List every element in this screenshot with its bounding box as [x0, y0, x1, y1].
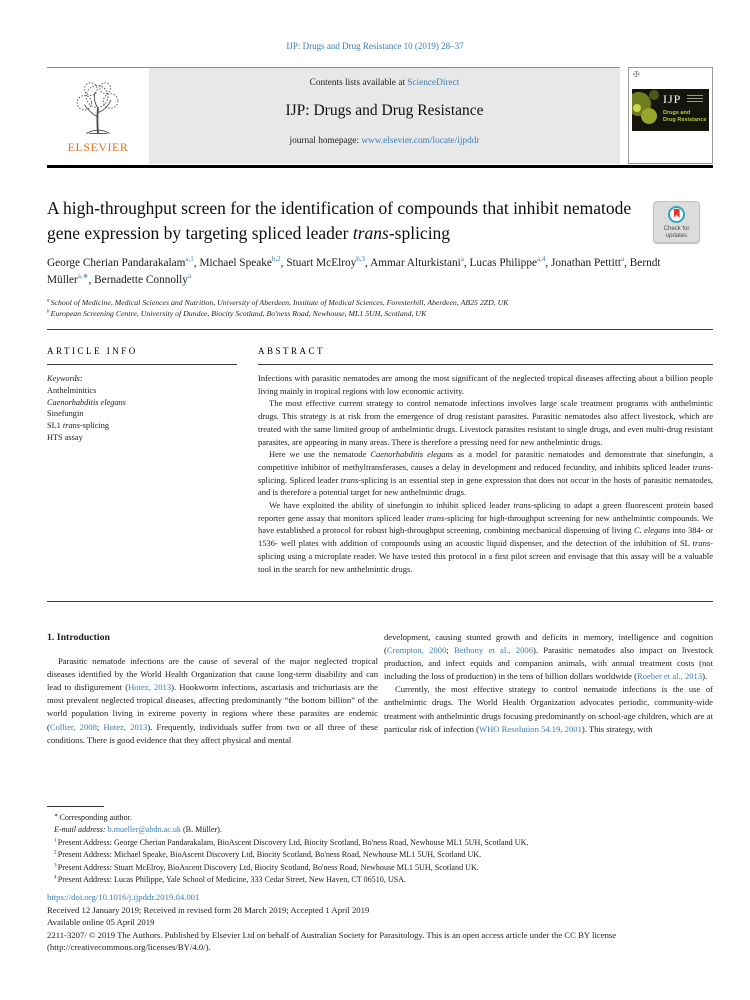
text-link[interactable]: Hotez, 2013	[128, 682, 172, 693]
text-segment: 2	[54, 850, 58, 856]
article-title	[47, 196, 647, 245]
footnotes	[47, 812, 713, 886]
text-segment: Stuart McElroy	[286, 257, 357, 269]
text-link[interactable]: b,2	[271, 255, 281, 264]
cover-banner	[632, 89, 709, 131]
text-segment: Anthelminitics	[47, 385, 97, 395]
text-segment: ,	[193, 257, 200, 269]
body-left-column	[47, 631, 378, 747]
text-segment: ,	[463, 257, 470, 269]
text-segment: ,	[624, 257, 630, 269]
footnote-present-address	[47, 874, 713, 886]
text-segment: into 384- or 1536- well plates with addition of compounds using an acoustic liquid dispenser, and the detection of the inhibition of SL	[258, 525, 714, 549]
keyword-item	[47, 432, 232, 444]
text-link[interactable]: Collier, 2008	[49, 721, 97, 732]
text-link[interactable]: WHO Resolution 54.19, 2001	[478, 723, 582, 734]
text-segment: trans	[513, 500, 531, 511]
journal-citation[interactable]: IJP: Drugs and Drug Resistance 10 (2019) 28–37	[286, 41, 464, 51]
text-link[interactable]: a,∗	[77, 271, 89, 280]
text-segment: ,	[365, 257, 371, 269]
text-segment: ,	[280, 257, 287, 269]
text-segment: Caenorhabditis elegans	[47, 397, 126, 407]
text-segment: Currently, the most effective strategy to control nematode infections is the use of anthelmintic drugs. The World Health Organization advocates periodic, community-wide treatment with anthelmintic drugs focusing predominantly on school-age children, which are at particular risk of infection (	[384, 684, 713, 734]
cover-circle-decor	[633, 104, 641, 112]
text-segment: 4	[54, 875, 58, 881]
elsevier-wordmark: ELSEVIER	[67, 140, 129, 154]
text-segment: Caenorhabditis elegans	[370, 449, 454, 460]
body-paragraph	[384, 683, 713, 735]
text-segment: Ammar Alturkistani	[370, 257, 461, 269]
journal-title: IJP: Drugs and Drug Resistance	[285, 102, 484, 119]
check-updates-label: Check for updates	[663, 226, 690, 239]
text-segment: Infections with parasitic nematodes are among the most significant of the neglected tropical diseases affecting about a billion people living mainly in tropical regions with low economic activity.	[258, 373, 713, 396]
sciencedirect-link[interactable]: ScienceDirect	[407, 78, 460, 88]
text-link[interactable]: a,4	[537, 255, 546, 264]
text-segment: Present Address: Michael Speake, BioAscent Discovery Ltd, Biocity Scotland, Bo'ness Road, Newhouse ML1 5UH, Scotland UK.	[57, 850, 482, 860]
section-rule-top	[47, 329, 713, 330]
text-segment: -splicing is an essential step in gene expression that does not occur in the hosts of parasitic nematodes, and is therefore a potential target for new anthelmintic drugs.	[258, 474, 714, 498]
body-paragraph	[384, 631, 713, 683]
text-link[interactable]: Roeber et al., 2013	[637, 671, 703, 682]
text-segment: Michael Speake	[199, 257, 272, 269]
footnote-present-address	[47, 837, 713, 849]
bookmark-icon	[674, 209, 680, 218]
abstract-text	[258, 372, 713, 575]
text-segment: ;	[96, 721, 104, 732]
text-segment: Present Address: Stuart McElroy, BioAscent Discovery Ltd, Biocity Scotland, Bo'ness Road, Newhouse ML1 5UH, Scotland UK.	[57, 862, 479, 872]
text-segment: b	[47, 308, 51, 314]
keyword-item	[47, 385, 232, 397]
homepage-line	[149, 136, 620, 146]
text-segment: We have exploited the ability of sinefungin to inhibit spliced leader	[269, 500, 514, 511]
keywords-label	[47, 373, 232, 385]
text-link[interactable]: a	[460, 255, 464, 264]
text-segment: ∗	[54, 813, 60, 819]
journal-cover-thumbnail	[628, 67, 713, 164]
copyright-line: 2211-3207/ © 2019 The Authors. Published by Elsevier Ltd on behalf of Australian Society for Parasitology. This is an open access article under the CC BY license (http://creativecommons.org/licenses/BY/4.0/).	[47, 930, 617, 953]
footnote-rule	[47, 806, 104, 807]
text-link[interactable]: a	[187, 271, 192, 280]
text-segment: Keywords:	[47, 374, 83, 383]
text-segment: Jonathan Pettitt	[551, 257, 621, 269]
body-paragraph	[47, 655, 378, 747]
article-info-header: ARTICLE INFO	[47, 346, 138, 356]
section-heading: 1. Introduction	[47, 632, 110, 643]
text-segment: ). Frequently, individuals suffer from two or all three of these conditions. There is good evidence that they affect physical and mental	[47, 721, 378, 745]
affiliation-b	[47, 309, 687, 320]
text-segment: as a model for parasitic nematodes and demonstrate that sinefungin, a competitive inhibitor of methyltransferases, causes a delay in development and reduced fecundity, and inhibits spliced leader	[258, 449, 713, 472]
keyword-item	[47, 408, 232, 420]
text-segment: Berndt Müller	[47, 257, 661, 286]
available-online: Available online 05 April 2019	[47, 917, 155, 927]
masthead	[47, 67, 620, 164]
text-segment: ). This strategy, with	[581, 723, 653, 734]
text-segment: ).	[702, 671, 708, 682]
text-segment: ;	[446, 645, 455, 656]
journal-banner	[149, 68, 620, 164]
text-segment: 3	[54, 862, 58, 868]
footnote-email	[47, 824, 713, 836]
text-link[interactable]: a	[621, 255, 625, 264]
cover-journal-initials: IJP	[663, 92, 682, 106]
homepage-link[interactable]: www.elsevier.com/locate/ijpddr	[361, 136, 480, 146]
masthead-rule	[47, 165, 713, 168]
text-segment: trans	[62, 421, 80, 431]
homepage-text: journal homepage:	[289, 136, 362, 146]
text-segment: Lucas Philippe	[469, 257, 537, 269]
text-link[interactable]: b.mueller@abdn.ac.uk	[107, 825, 181, 835]
affiliation-a	[47, 298, 687, 309]
text-segment: -splicing. Spliced leader	[258, 461, 713, 485]
text-link[interactable]: b,3	[356, 255, 366, 264]
text-segment: ). Parasitic nematodes also impact on livestock production, and infect equids and companion animals, with annual treatment costs (not including the loss of production) in the tens of billion dollars worldwide (	[384, 645, 714, 682]
text-link[interactable]: Crompton, 2000	[386, 645, 447, 656]
text-segment: ,	[88, 273, 95, 286]
abstract-paragraph	[258, 448, 713, 499]
text-segment: development, causing stunted growth and deficits in memory, intelligence and cognition (	[384, 632, 713, 656]
text-segment: Here we use the nematode	[269, 449, 371, 460]
cover-journal-subtitle: Drugs and Drug Resistance	[663, 110, 707, 123]
abstract-paragraph	[258, 372, 713, 397]
text-segment: Present Address: Lucas Philippe, Yale School of Medicine, 333 Cedar Street, New Haven, CT 06510, USA.	[57, 875, 407, 885]
abstract-paragraph	[258, 499, 713, 575]
check-for-updates-badge[interactable]	[653, 201, 700, 243]
keywords-block	[47, 373, 232, 444]
section-rule-bottom	[47, 601, 713, 602]
text-segment: HTS assay	[47, 432, 83, 442]
text-segment: European Screening Centre, University of Dundee, Biocity Scotland, Bo'ness Road, Newhouse, ML1 5UH, Scotland, UK	[50, 308, 427, 318]
text-segment: -splicing for high-throughput screening for new anthelmintic compounds. We have established a protocol for robust high-throughput screening, combining mechanical dispensing of living	[258, 512, 713, 536]
text-segment: Bernadette Connolly	[94, 273, 188, 286]
contents-text: Contents lists available at	[309, 78, 408, 88]
text-segment: trans	[692, 538, 711, 549]
text-link[interactable]: Bethony et al., 2006	[454, 645, 533, 656]
elsevier-tree-icon	[69, 81, 127, 139]
crest-icon: ✠	[633, 70, 640, 79]
text-segment: ,	[545, 257, 552, 269]
text-segment: -splicing to adapt a green fluorescent protein based reporter gene assay that monitors spliced leader	[258, 500, 713, 523]
text-segment: A high-throughput screen for the identification of compounds that inhibit nematode gene expression by targeting spliced leader	[47, 198, 632, 243]
text-segment: C. elegans	[633, 525, 671, 536]
cover-circle-decor	[641, 108, 657, 124]
text-segment: -splicing	[388, 222, 451, 243]
text-segment: Present Address: George Cherian Pandarakalam, BioAscent Discovery Ltd, Biocity Scotland, Bo'ness Road, Newhouse ML1 5UH, Scotland UK.	[57, 837, 529, 847]
text-segment: a	[47, 298, 51, 304]
footnote-present-address	[47, 849, 713, 861]
text-segment: trans	[426, 512, 445, 523]
text-segment: The most effective current strategy to control nematode infections involves large scale treatment programs with anthelmintic drugs. This strategy is at risk from the emergence of drug resistant parasites. Parasitic nematodes also affect livestock, which are treated with the same limited group of anthelmintic drugs. Livestock parasites resistant to single drugs, and even multi-drug resistant parasites, are appearing in many areas. There is therefore a pressing need for new anthelmintic drugs.	[258, 398, 713, 447]
check-updates-icon	[668, 206, 685, 223]
text-segment: Sinefungin	[47, 409, 84, 419]
text-segment: trans	[692, 461, 711, 472]
text-segment: (B. Müller).	[180, 825, 222, 835]
text-segment: George Cherian Pandarakalam	[47, 257, 186, 269]
keyword-item	[47, 397, 232, 409]
abstract-header: ABSTRACT	[258, 346, 326, 356]
received-dates: Received 12 January 2019; Received in revised form 28 March 2019; Accepted 1 April 2019	[47, 905, 370, 915]
text-segment: 1	[54, 838, 58, 844]
doi-link[interactable]: https://doi.org/10.1016/j.ijpddr.2019.04.001	[47, 892, 200, 902]
article-info-underline	[47, 364, 237, 365]
text-segment: -splicing	[79, 421, 110, 431]
text-segment: E-mail address:	[54, 825, 108, 835]
footnote-corresponding-author	[47, 812, 713, 824]
author-list	[47, 255, 662, 288]
text-segment: School of Medicine, Medical Sciences and Nutrition, University of Aberdeen, Institute of Medical Sciences, Foresterhill, Aberdeen, AB25 2ZD, UK	[50, 298, 509, 307]
text-segment: ). Hookworm infections, ascariasis and trichuriasis are the most prevalent neglected tropical diseases, affecting predominantly “the bottom billion” of the world population living in extreme poverty in regions where these parasites are endemic (	[47, 682, 378, 732]
text-segment: -splicing using a microplate reader. We have tested this protocol in a first pilot screen and envisage that this assay will be a valuable tool in the search for new anthelmintic drugs.	[258, 538, 713, 574]
text-segment: Parasitic nematode infections are the cause of several of the major neglected tropical diseases identified by the World Health Organization that cause long-term disability and can lead to disfigurement (	[47, 656, 378, 693]
elsevier-logo	[47, 68, 149, 164]
text-segment: Corresponding author.	[59, 813, 132, 822]
affiliations	[47, 298, 687, 319]
text-segment: trans	[352, 222, 389, 243]
keyword-item	[47, 420, 232, 432]
text-link[interactable]: a,1	[185, 255, 194, 264]
text-segment: trans	[340, 474, 359, 485]
abstract-paragraph	[258, 397, 713, 448]
cover-small-text-decor	[687, 95, 703, 104]
body-right-column	[384, 631, 713, 736]
cover-circle-decor	[649, 90, 659, 100]
abstract-underline	[258, 364, 713, 365]
footnote-present-address	[47, 862, 713, 874]
text-segment: SL1	[47, 421, 63, 431]
contents-line	[149, 78, 620, 88]
text-link[interactable]: Hotez, 2013	[103, 721, 148, 732]
